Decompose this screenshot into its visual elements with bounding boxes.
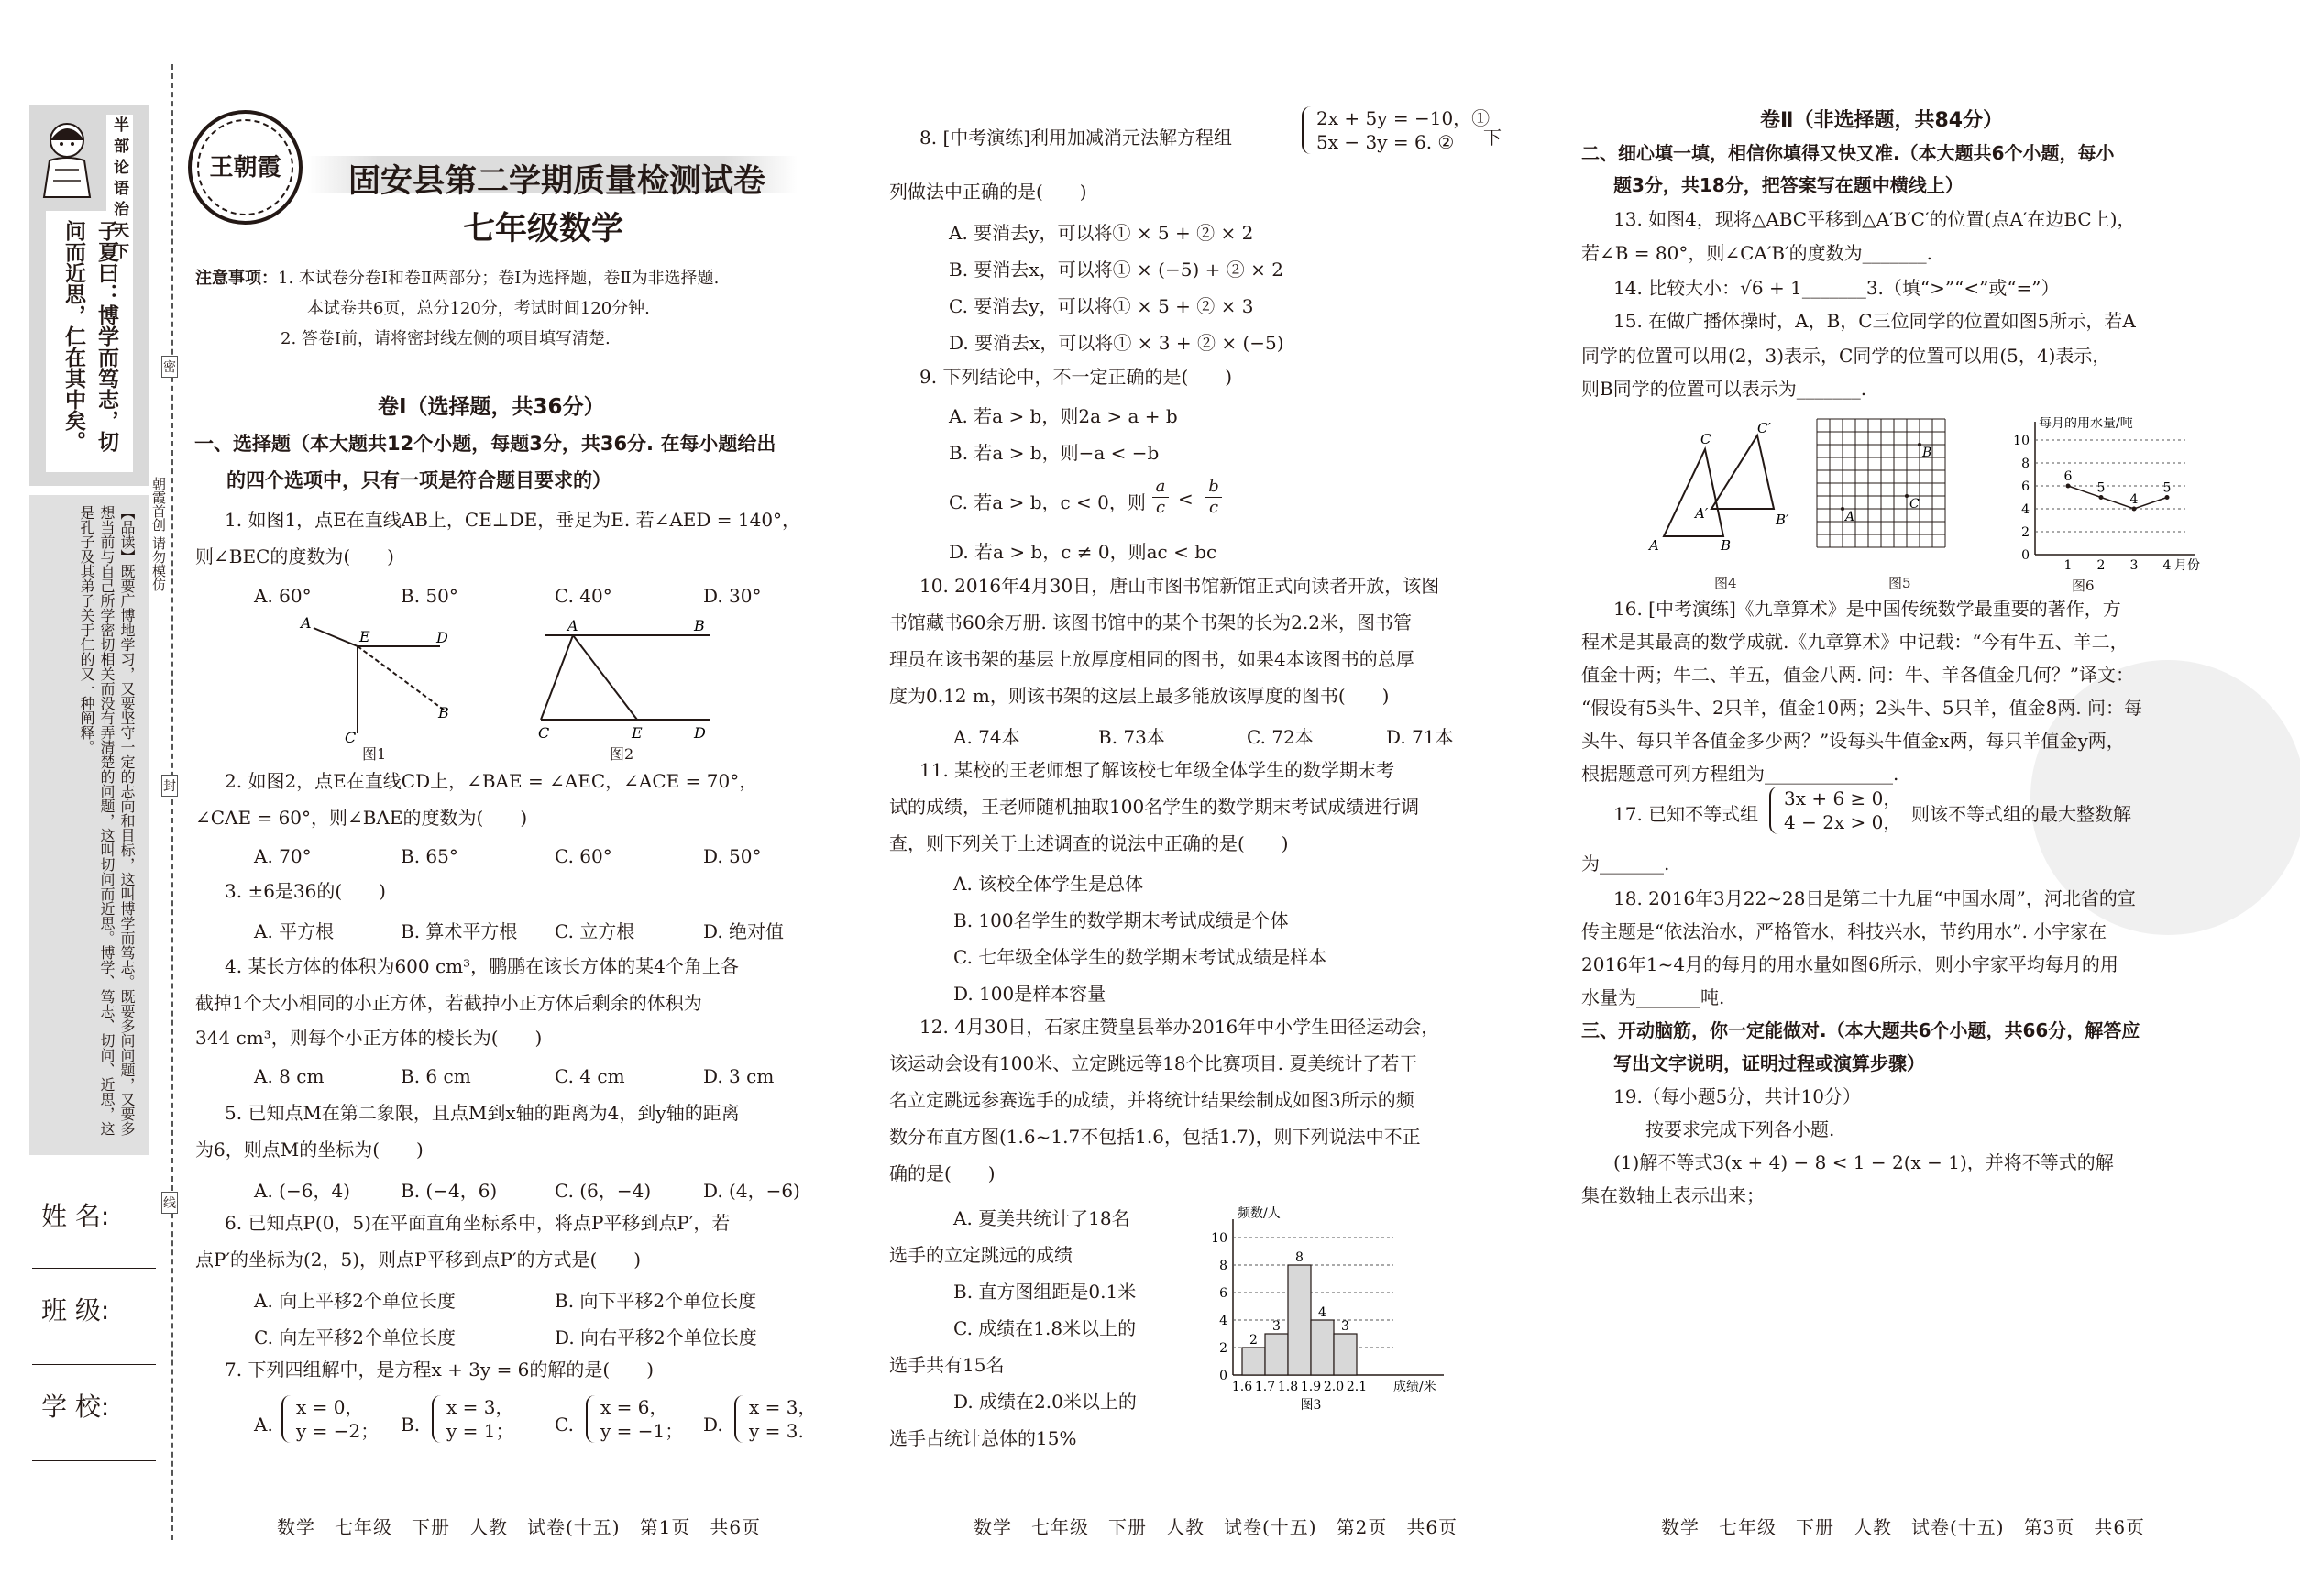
q12-line3: 名立定跳远参赛选手的成绩，并将统计结果绘制成如图3所示的频 [889,1089,1414,1111]
q16-line5: 头牛、每只羊各值金多少两？”设每头牛值金x两，每只羊值金y两， [1581,730,2125,752]
grid-point-C [1905,494,1909,498]
svg-text:E: E [359,628,370,645]
q19-part1-line2: 集在数轴上表示出来； [1581,1184,1765,1206]
x-tick-label: 2.0 [1323,1380,1345,1394]
q4-option-b[interactable]: B. 6 cm [401,1065,471,1087]
q8-equation-system: 2x + 5y = −10，① 5x − 3y = 6. ② [1302,106,1490,154]
q10-option-d[interactable]: D. 71本 [1386,726,1454,748]
figure5-caption: 图5 [1888,575,1911,591]
page3-footer: 数学 七年级 下册 人教 试卷(十五) 第3页 共6页 [1661,1516,2146,1538]
water-usage-line [2068,486,2167,509]
x-tick-label: 1.9 [1300,1380,1322,1394]
q8-option-d[interactable]: D. 要消去x，可以将① × 3 + ② × (−5) [949,332,1284,354]
data-point [2165,495,2170,500]
q6-option-b[interactable]: B. 向下平移2个单位长度 [555,1290,757,1312]
q11-option-d[interactable]: D. 100是样本容量 [953,983,1106,1005]
q2-option-a[interactable]: A. 70° [254,845,312,867]
q11-line1: 11. 某校的王老师想了解该校七年级全体学生的数学期末考 [919,759,1395,781]
svg-text:D: D [436,629,448,646]
data-label: 4 [2129,492,2139,507]
q3-option-b[interactable]: B. 算术平方根 [401,920,518,942]
y-tick-label: 4 [1219,1314,1227,1328]
class-field-label: 班 级: [41,1295,110,1326]
q4-line3: 344 cm³，则每个小正方体的棱长为( ) [195,1027,543,1049]
q5-option-d[interactable]: D. (4，−6) [703,1180,800,1202]
juan2-heading: 卷Ⅱ（非选择题，共84分） [1760,109,2004,132]
figure2-diagram [527,619,720,747]
name-field-label: 姓 名: [41,1201,110,1231]
figure6-line-chart [1998,417,2218,578]
histogram-bar [1242,1348,1265,1375]
q12-line1: 12. 4月30日，石家庄赞皇县举办2016年中小学生田径运动会， [919,1016,1440,1038]
q16-line2: 程术是其最高的数学成就.《九章算术》中记载：“今有牛五、羊二， [1581,631,2129,653]
grid-point-label: C [1909,497,1920,512]
q12-option-c[interactable]: C. 成绩在1.8米以上的 [953,1317,1137,1339]
q5-option-a[interactable]: A. (−6，4) [254,1180,350,1202]
page-title: 固安县第二学期质量检测试卷 [348,163,766,200]
q11-option-b[interactable]: B. 100名学生的数学期末考试成绩是个体 [953,909,1289,931]
q10-line4: 度为0.12 m，则该书架的这层上最多能放该厚度的图书( ) [889,685,1390,707]
q17-line1-end: 则该不等式组的最大整数解 [1911,803,2131,825]
q1-line1: 1. 如图1，点E在直线AB上，CE⊥DE，垂足为E. 若∠AED = 140°， [225,509,801,531]
y-tick-label: 0 [1219,1369,1227,1383]
svg-text:C: C [538,724,550,742]
q3-text: 3. ±6是36的( ) [225,880,386,902]
q9-option-c[interactable]: C. 若a > b，c < 0，则 a c < b c [949,475,1242,523]
juan1-heading: 卷Ⅰ（选择题，共36分） [378,395,605,419]
q5-option-b[interactable]: B. (−4，6) [401,1180,498,1202]
notes-line2: 本试卷共6页，总分120分，考试时间120分钟. [307,299,650,318]
x-axis-label: 月份 [2174,558,2200,573]
x-tick-label: 1.8 [1277,1380,1299,1394]
q8-line1-end: 下 [1483,127,1502,149]
q8-option-b[interactable]: B. 要消去x，可以将① × (−5) + ② × 2 [949,259,1283,281]
q5-line2: 为6，则点M的坐标为( ) [195,1139,424,1161]
data-point [2132,507,2137,512]
q9-option-b[interactable]: B. 若a > b，则−a < −b [949,442,1160,464]
notes-label: 注意事项： [195,269,278,288]
section3-line1: 三、开动脑筋，你一定能做对.（本大题共6个小题，共66分，解答应 [1581,1019,2140,1041]
svg-text:C: C [345,729,357,746]
q12-line5: 确的是( ) [889,1162,996,1184]
page1-footer: 数学 七年级 下册 人教 试卷(十五) 第1页 共6页 [277,1516,762,1538]
bar-value-label: 2 [1249,1333,1258,1348]
logo-badge [188,110,303,225]
q19-heading: 19.（每小题5分，共计10分） [1613,1085,1861,1107]
q8-option-c[interactable]: C. 要消去y，可以将① × 5 + ② × 3 [949,295,1254,317]
q12-option-d-cont: 选手占统计总体的15% [889,1427,1077,1449]
q1-option-b[interactable]: B. 50° [401,585,458,607]
svg-text:A′: A′ [1695,505,1709,522]
q1-option-a[interactable]: A. 60° [254,585,312,607]
figure2-caption: 图2 [610,745,634,763]
bar-value-label: 8 [1295,1250,1304,1265]
figure1-diagram [293,610,458,756]
q10-option-a[interactable]: A. 74本 [953,726,1020,748]
q15-line3: 则B同学的位置可以表示为_______. [1581,378,1867,400]
sidebar-quote: 子夏曰：博学而笃志，切问而近思，仁在其中矣。 [61,220,118,452]
page-subtitle: 七年级数学 [463,211,624,248]
y-tick-label: 4 [2021,502,2030,517]
section1-line2: 的四个选项中，只有一项是符合题目要求的） [226,469,611,491]
q15-line2: 同学的位置可以用(2，3)表示，C同学的位置可以用(5，4)表示， [1581,345,2111,367]
svg-text:A: A [301,614,312,632]
bar-value-label: 3 [1272,1319,1281,1334]
x-tick-label: 1.6 [1231,1380,1253,1394]
data-point [2066,484,2071,489]
q9-option-d[interactable]: D. 若a > b，c ≠ 0，则ac < bc [949,541,1217,563]
q6-option-a[interactable]: A. 向上平移2个单位长度 [254,1290,456,1312]
histogram-bar [1288,1265,1311,1375]
y-tick-label: 10 [1211,1231,1227,1246]
q3-option-a[interactable]: A. 平方根 [254,920,335,942]
data-point [2099,495,2104,500]
svg-text:C′: C′ [1757,422,1771,436]
logo-text: 王朝霞 [209,154,281,182]
notes-line1: 1. 本试卷分卷Ⅰ和卷Ⅱ两部分；卷Ⅰ为选择题，卷Ⅱ为非选择题. [278,269,720,288]
q2-option-b[interactable]: B. 65° [401,845,458,867]
data-label: 5 [2162,480,2172,496]
figure1-caption: 图1 [362,745,387,763]
y-tick-label: 6 [2021,479,2030,494]
q6-line2: 点P′的坐标为(2，5)，则点P平移到点P′的方式是( ) [195,1249,642,1271]
binding-mark-xian: 线 [161,1192,178,1214]
q6-option-d[interactable]: D. 向右平移2个单位长度 [555,1326,757,1348]
q16-line6: 根据题意可列方程组为______________. [1581,763,1899,785]
q2-line2: ∠CAE = 60°，则∠BAE的度数为( ) [195,807,528,829]
q19-instruction: 按要求完成下列各小题. [1645,1118,1835,1140]
q17-line1: 17. 已知不等式组 [1613,803,1759,825]
figure3-caption: 图3 [1300,1398,1322,1413]
q2-line1: 2. 如图2，点E在直线CD上，∠BAE = ∠AEC，∠ACE = 70°， [225,770,758,792]
q10-option-b[interactable]: B. 73本 [1098,726,1165,748]
q15-line1: 15. 在做广播体操时，A，B，C三位同学的位置如图5所示，若A [1613,310,2136,332]
q2-option-d[interactable]: D. 50° [703,845,762,867]
sidebar-pindu: 【品读】既要广博地学习，又要坚守一定的志向和目标，这叫博学而笃志。既要多问问题，又要多想当前与自己所学密切相关而没有弄清楚的问题，这叫切问而近思。博学、笃志、切问、近思，这是孔子及其弟子关于仁的又一种阐释。 [37,500,142,1141]
q11-line3: 查，则下列关于上述调查的说法中正确的是( ) [889,832,1289,854]
y-axis-label: 频数/人 [1238,1206,1281,1221]
q4-line2: 截掉1个大小相同的小正方体，若截掉小正方体后剩余的体积为 [195,992,702,1014]
data-label: 6 [2063,469,2073,484]
q12-option-b[interactable]: B. 直方图组距是0.1米 [953,1281,1137,1303]
binding-dashed-line [171,64,173,1540]
q12-option-a[interactable]: A. 夏美共统计了18名 [953,1207,1130,1229]
notes-line3: 2. 答卷Ⅰ前，请将密封线左侧的项目填写清楚. [281,329,611,348]
section3-line2: 写出文字说明，证明过程或演算步骤） [1613,1052,1925,1074]
q18-line1: 18. 2016年3月22~28日是第二十九届“中国水周”，河北省的宣 [1613,887,2136,909]
x-tick-label: 3 [2129,558,2139,573]
q16-line1: 16. [中考演练]《九章算术》是中国传统数学最重要的著作，方 [1613,598,2121,620]
y-tick-label: 2 [1219,1341,1227,1356]
q7-text: 7. 下列四组解中，是方程x + 3y = 6的解的是( ) [225,1359,655,1381]
data-label: 5 [2096,480,2106,496]
grid-point-label: A [1845,510,1855,524]
q12-option-c-cont: 选手共有15名 [889,1354,1005,1376]
bar-value-label: 4 [1318,1305,1326,1320]
q11-line2: 试的成绩，王老师随机抽取100名学生的数学期末考试成绩进行调 [889,796,1420,818]
q5-option-c[interactable]: C. (6，−4) [555,1180,652,1202]
q1-option-d[interactable]: D. 30° [703,585,762,607]
school-field-line[interactable] [32,1460,156,1461]
left-sidebar [29,105,149,1150]
q11-option-c[interactable]: C. 七年级全体学生的数学期末考试成绩是样本 [953,946,1327,968]
sidebar-motto: 半部论语治天下 [106,115,133,266]
q13-line2: 若∠B = 80°，则∠CA′B′的度数为_______. [1581,242,1933,264]
q16-line4: “假设有5头牛、2只羊，值金10两；2头牛、5只羊，值金8两. 问：每 [1581,697,2143,719]
x-tick-label: 1.7 [1254,1380,1276,1394]
figure5-grid [1815,417,1971,564]
q12-option-a-cont: 选手的立定跳远的成绩 [889,1244,1073,1266]
grid-point-B [1918,443,1921,446]
q8-option-a[interactable]: A. 要消去y，可以将① × 5 + ② × 2 [949,222,1254,244]
figure6-caption: 图6 [2072,578,2095,594]
q10-line2: 书馆藏书60余万册. 该图书馆中的某个书架的长为2.2米，图书管 [889,611,1412,633]
sidebar-cartoon-icon [37,115,101,202]
binding-mark-feng: 封 [161,775,178,797]
svg-text:C: C [1700,431,1711,447]
svg-text:A: A [567,619,578,634]
y-tick-label: 2 [2021,525,2030,540]
q12-line4: 数分布直方图(1.6~1.7不包括1.6，包括1.7)，则下列说法中不正 [889,1126,1421,1148]
q10-option-c[interactable]: C. 72本 [1247,726,1314,748]
q12-line2: 该运动会设有100米、立定跳远等18个比赛项目. 夏美统计了若干 [889,1052,1418,1074]
x-tick-label: 2.1 [1346,1380,1368,1394]
q18-line4: 水量为_______吨. [1581,986,1725,1008]
y-axis-label: 每月的用水量/吨 [2039,417,2133,431]
x-tick-label: 2 [2096,558,2106,573]
q2-option-c[interactable]: C. 60° [555,845,612,867]
svg-text:B: B [1721,537,1732,554]
q3-option-c[interactable]: C. 立方根 [555,920,635,942]
binding-mark-mi: 密 [161,356,178,378]
school-field-label: 学 校: [41,1392,110,1422]
bar-value-label: 3 [1341,1319,1349,1334]
svg-text:E: E [632,724,643,742]
q9-option-a[interactable]: A. 若a > b，则2a > a + b [949,405,1178,427]
svg-text:B: B [438,704,449,721]
q18-line3: 2016年1~4月的每月的用水量如图6所示，则小宇家平均每月的用 [1581,953,2118,975]
page2-footer: 数学 七年级 下册 人教 试卷(十五) 第2页 共6页 [974,1516,1458,1538]
grid-point-A [1841,507,1844,511]
class-field-line[interactable] [32,1364,156,1365]
x-axis-label: 成绩/米 [1393,1380,1436,1394]
figure3-histogram [1196,1205,1508,1425]
q4-option-c[interactable]: C. 4 cm [555,1065,625,1087]
q10-line1: 10. 2016年4月30日，唐山市图书馆新馆正式向读者开放，该图 [919,575,1440,597]
x-tick-label: 1 [2063,558,2073,573]
q16-line3: 值金十两；牛二、羊五，值金八两. 问：牛、羊各值金几何？”译文： [1581,664,2134,686]
svg-text:B′: B′ [1776,512,1789,528]
q1-line2: 则∠BEC的度数为( ) [195,545,394,567]
q9-text: 9. 下列结论中，不一定正确的是( ) [919,366,1233,388]
y-tick-label: 0 [2021,548,2030,563]
y-tick-label: 6 [1219,1286,1227,1301]
name-field-line[interactable] [32,1268,156,1269]
svg-text:B: B [694,619,705,634]
q4-option-a[interactable]: A. 8 cm [254,1065,325,1087]
q1-option-c[interactable]: C. 40° [555,585,612,607]
q11-option-a[interactable]: A. 该校全体学生是总体 [953,873,1144,895]
section2-line2: 题3分，共18分，把答案写在题中横线上） [1613,174,1964,196]
q8-line2: 列做法中正确的是( ) [889,181,1087,203]
q12-option-d[interactable]: D. 成绩在2.0米以上的 [953,1391,1137,1413]
q18-line2: 传主题是“依法治水，严格管水，科技兴水，节约用水”. 小宇家在 [1581,920,2107,942]
q5-line1: 5. 已知点M在第二象限，且点M到x轴的距离为4，到y轴的距离 [225,1102,740,1124]
svg-text:A: A [1649,537,1659,554]
q13-line1: 13. 如图4，现将△ABC平移到△A′B′C′的位置(点A′在边BC上)， [1613,208,2136,230]
histogram-bar [1265,1334,1288,1375]
y-tick-label: 8 [1219,1259,1227,1273]
figure4-diagram [1645,422,1820,559]
q17-inequality-system: 3x + 6 ≥ 0， 4 − 2x > 0， [1769,787,1901,834]
q14-text: 14. 比较大小：√6 + 1_______3.（填“>”“<”或“=”） [1613,277,2060,299]
histogram-bar [1311,1320,1334,1375]
section1-line1: 一、选择题（本大题共12个小题，每题3分，共36分. 在每小题给出 [194,433,776,455]
q4-option-d[interactable]: D. 3 cm [703,1065,775,1087]
x-tick-label: 4 [2162,558,2172,573]
y-tick-label: 8 [2021,457,2030,471]
q8-line1: 8. [中考演练]利用加减消元法解方程组 [919,127,1233,149]
q4-line1: 4. 某长方体的体积为600 cm³，鹏鹏在该长方体的某4个角上各 [225,955,739,977]
q10-line3: 理员在该书架的基层上放厚度相同的图书，如果4本该图书的总厚 [889,648,1414,670]
svg-text:D: D [694,724,706,742]
q19-part1-line1: (1)解不等式3(x + 4) − 8 < 1 − 2(x − 1)，并将不等式的解 [1613,1151,2114,1173]
q6-line1: 6. 已知点P(0，5)在平面直角坐标系中，将点P平移到点P′，若 [225,1212,731,1234]
grid-point-label: B [1922,446,1932,460]
q17-line2: 为_______. [1581,853,1670,875]
q6-option-c[interactable]: C. 向左平移2个单位长度 [254,1326,457,1348]
q3-option-d[interactable]: D. 绝对值 [703,920,785,942]
histogram-bar [1334,1334,1357,1375]
figure4-caption: 图4 [1714,575,1737,591]
y-tick-label: 10 [2013,434,2030,448]
section2-line1: 二、细心填一填，相信你填得又快又准.（本大题共6个小题，每小 [1581,142,2115,164]
binding-note: 朝霞首创 请勿模仿 [150,477,167,591]
